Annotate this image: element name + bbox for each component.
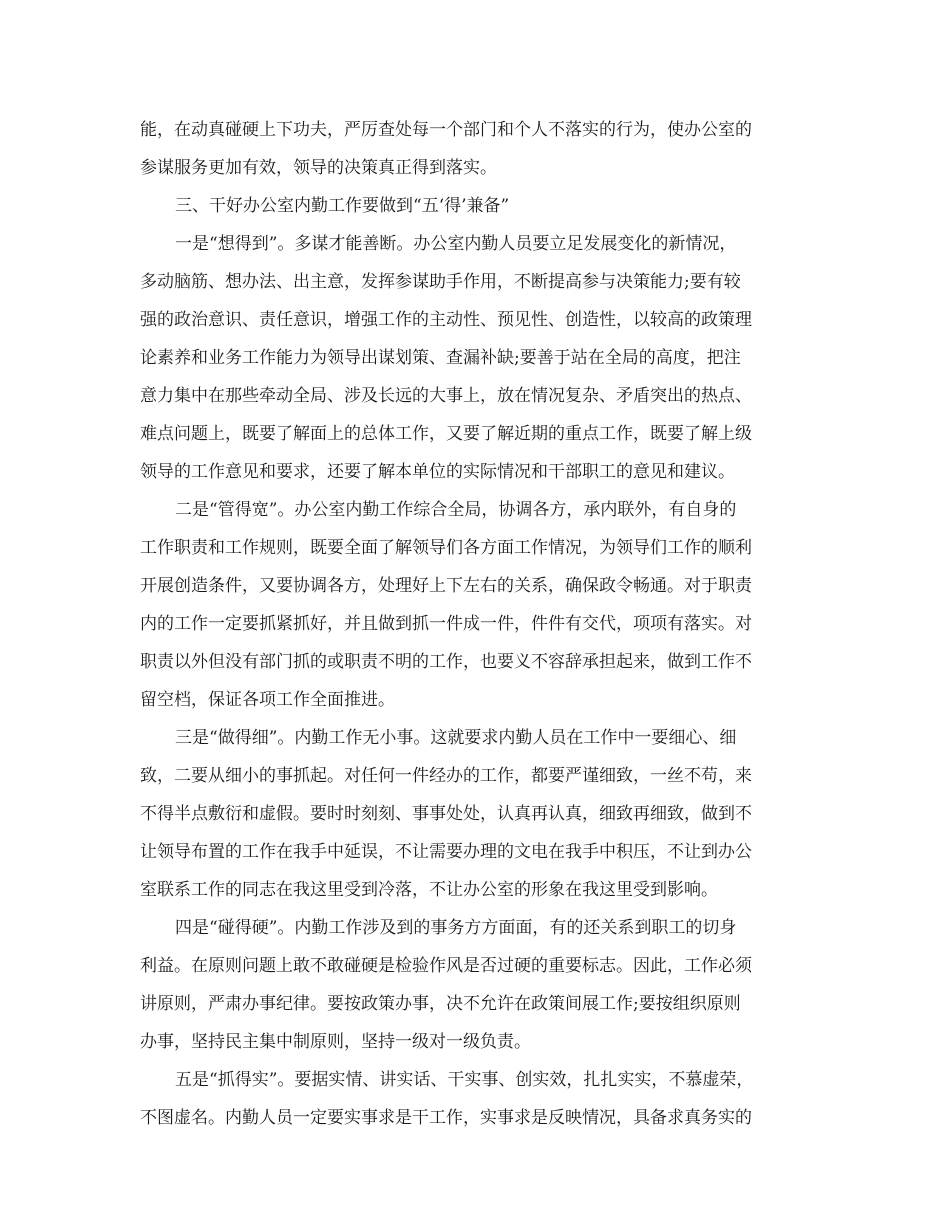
- paragraph-first-line: 四是“碰得硬”。内勤工作涉及到的事务方方面面，有的还关系到职工的切身: [175, 918, 737, 938]
- text-line: 讲原则，严肃办事纪律。要按政策办事，决不允许在政策间展工作;要按组织原则: [140, 994, 741, 1014]
- text-line: 室联系工作的同志在我这里受到冷落，不让办公室的形象在我这里受到影响。: [140, 880, 718, 900]
- text-line: 内的工作一定要抓紧抓好，并且做到抓一件成一件，件件有交代，项项有落实。对: [140, 614, 752, 634]
- text-line: 不得半点敷衍和虚假。要时时刻刻、事事处处，认真再认真，细致再细致，做到不: [140, 804, 752, 824]
- text-line: 难点问题上，既要了解面上的总体工作，又要了解近期的重点工作，既要了解上级: [140, 424, 752, 444]
- text-line: 工作职责和工作规则，既要全面了解领导们各方面工作情况，为领导们工作的顺利: [140, 538, 752, 558]
- text-line: 不图虚名。内勤人员一定要实事求是干工作，实事求是反映情况，具备求真务实的: [140, 1108, 752, 1128]
- text-line: 强的政治意识、责任意识，增强工作的主动性、预见性、创造性，以较高的政策理: [140, 310, 752, 330]
- paragraph-first-line: 五是“抓得实”。要据实情、讲实话、干实事、创实效，扎扎实实，不慕虚荣，: [175, 1070, 754, 1090]
- text-line: 多动脑筋、想办法、出主意，发挥参谋助手作用，不断提高参与决策能力;要有较: [140, 272, 741, 292]
- text-line: 能，在动真碰硬上下功夫，严厉查处每一个部门和个人不落实的行为，使办公室的: [140, 120, 752, 140]
- text-line: 职责以外但没有部门抓的或职责不明的工作，也要义不容辞承担起来，做到工作不: [140, 652, 752, 672]
- paragraph-first-line: 一是“想得到”。多谋才能善断。办公室内勤人员要立足发展变化的新情况，: [175, 234, 737, 254]
- paragraph-first-line: 三是“做得细”。内勤工作无小事。这就要求内勤人员在工作中一要细心、细: [175, 728, 737, 748]
- text-line: 留空档，保证各项工作全面推进。: [140, 690, 395, 710]
- text-line: 论素养和业务工作能力为领导出谋划策、查漏补缺;要善于站在全局的高度，把注: [140, 348, 741, 368]
- text-line: 办事，坚持民主集中制原则，坚持一级对一级负责。: [140, 1032, 531, 1052]
- text-line: 参谋服务更加有效，领导的决策真正得到落实。: [140, 158, 497, 178]
- paragraph-first-line: 二是“管得宽”。办公室内勤工作综合全局，协调各方，承内联外，有自身的: [175, 500, 737, 520]
- section-heading: 三、干好办公室内勤工作要做到“五‘得’兼备”: [175, 196, 510, 216]
- text-line: 让领导布置的工作在我手中延误，不让需要办理的文电在我手中积压，不让到办公: [140, 842, 752, 862]
- text-line: 领导的工作意见和要求，还要了解本单位的实际情况和干部职工的意见和建议。: [140, 462, 735, 482]
- text-line: 开展创造条件，又要协调各方，处理好上下左右的关系，确保政令畅通。对于职责: [140, 576, 752, 596]
- text-line: 意力集中在那些牵动全局、涉及长远的大事上，放在情况复杂、矛盾突出的热点、: [140, 386, 752, 406]
- text-line: 致，二要从细小的事抓起。对任何一件经办的工作，都要严谨细致，一丝不苟，来: [140, 766, 752, 786]
- text-line: 利益。在原则问题上敢不敢碰硬是检验作风是否过硬的重要标志。因此，工作必须: [140, 956, 752, 976]
